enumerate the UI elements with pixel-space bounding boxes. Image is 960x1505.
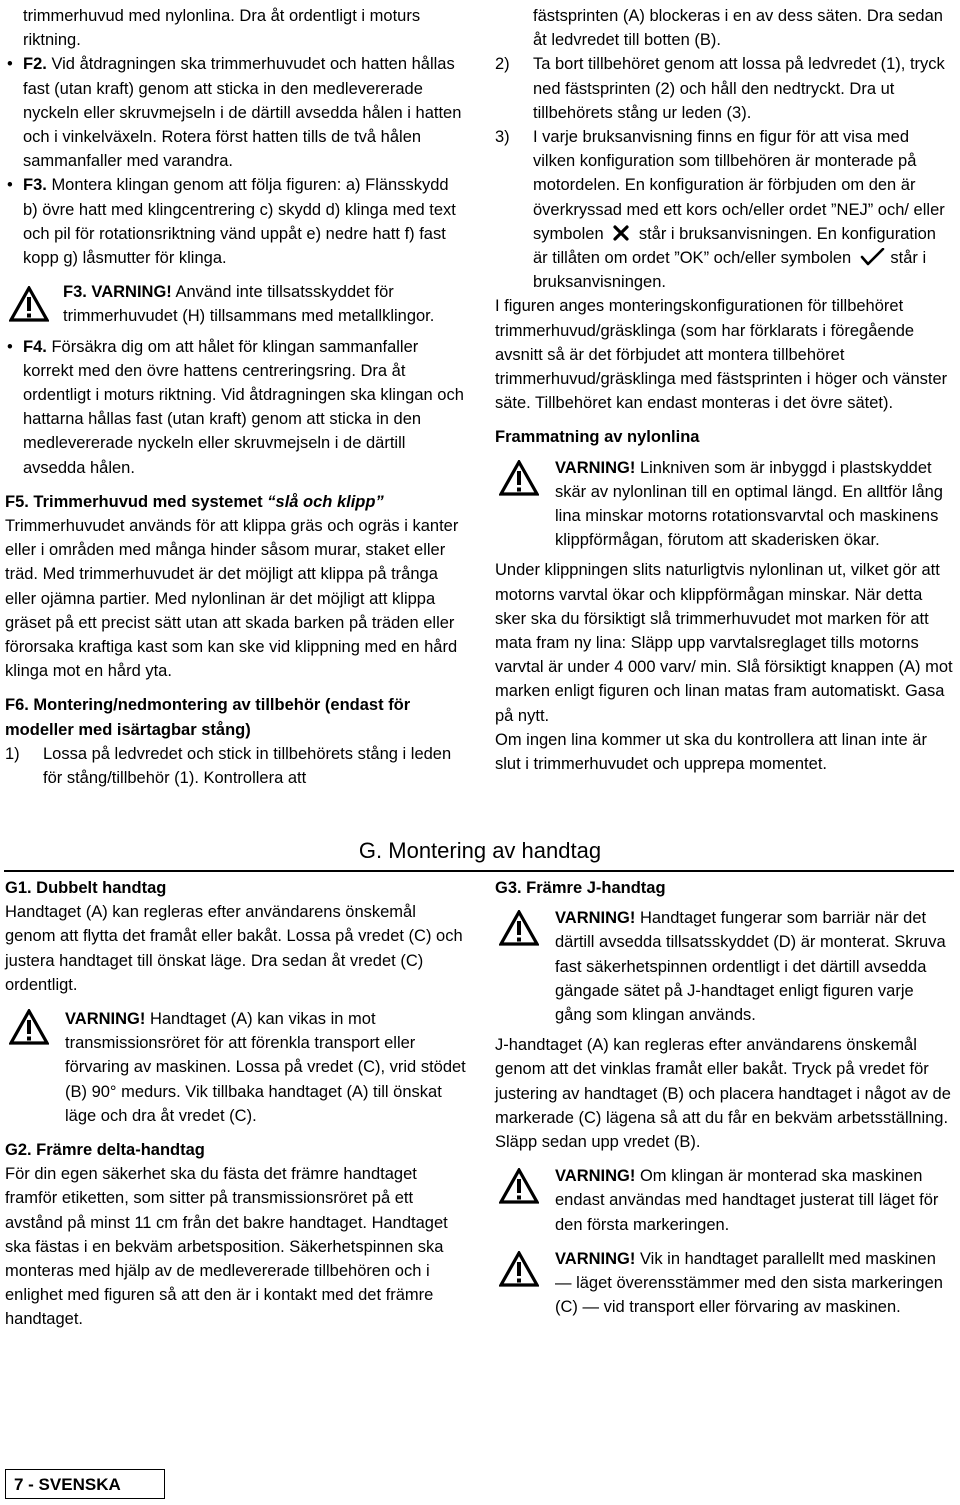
continuation-text: fästsprinten (A) blockeras i en av dess säten. Dra sedan åt ledvredet till botten (B). bbox=[533, 7, 943, 50]
f5-heading-emphasis: “slå och klipp” bbox=[267, 492, 384, 511]
warning-3-label: VARNING! bbox=[555, 1249, 636, 1268]
f3-warning-text: Använd inte tillsatsskyddet för trimmerhuvudet (H) tillsammans med metallklingor. bbox=[63, 283, 435, 326]
f3-warning-label: F3. VARNING! bbox=[63, 283, 172, 302]
right-column-bottom bbox=[495, 876, 953, 1319]
f4-label: F4. bbox=[23, 337, 47, 356]
handle-warning-3 bbox=[495, 1247, 953, 1320]
f3-item bbox=[5, 173, 467, 270]
warning-2-label: VARNING! bbox=[555, 1167, 636, 1186]
intro-text: trimmerhuvud med nylonlina. Dra åt ordentligt i moturs riktning. bbox=[23, 7, 421, 50]
warning-2-text: Om klingan är monterad ska maskinen endast användas med handtaget justerat till läget för den första markeringen. bbox=[555, 1167, 939, 1234]
item-2-num: 2) bbox=[495, 55, 510, 74]
f5-heading-prefix: F5. Trimmerhuvud med systemet bbox=[5, 492, 268, 511]
warning-label: VARNING! bbox=[555, 458, 636, 477]
warning-text: Linkniven som är inbyggd i plastskyddet skär av nylonlinan till en optimal längd. En alltför lång lina minskar motorns rotationsvarvtal och maskinens klippförmågan, förutom att skaderisken ökar. bbox=[555, 458, 943, 550]
warning-3-text: Vik in handtaget parallellt med maskinen — läget överensstämmer med den sista markeringen (C) — vid transport eller förvaring av maskinen. bbox=[555, 1249, 943, 1317]
g3-warning bbox=[495, 906, 953, 1027]
f6-item-1-text: Lossa på ledvredet och stick in tillbehörets stång i leden för stång/tillbehör (1). Kontrollera att bbox=[43, 744, 452, 788]
item-2-text: Ta bort tillbehöret genom att lossa på ledvredet (1), tryck ned fästsprinten (2) och håll den nedtryckt. Dra ut tillbehörets stång ur leden (3). bbox=[533, 55, 945, 122]
g1-heading: G1. Dubbelt handtag bbox=[5, 879, 167, 897]
f2-text: Vid åtdragningen ska trimmerhuvudet och hatten hållas fast (utan kraft) genom att sticka in den medlevererade nyckeln eller skruvmejseln i de därtill avsedda hålen i hatten och i vinkelväxeln. Rotera först hatten tills de två hålen sammanfaller med varandra. bbox=[23, 55, 462, 171]
warning-triangle-icon bbox=[499, 1168, 539, 1204]
figure-paragraph: I figuren anges monteringskonfigurationen för tillbehöret trimmerhuvud/gräsklinga (som har förklarats i föregående avsnitt så är det förbjudet att montera tillbehöret trimmerhuvud/gräsklinga med fästsprinten i höger och vänster säte. Tillbehöret kan endast monteras i det övre sätet). bbox=[495, 297, 948, 413]
item-3-text-c: står i bruksanvisningen. bbox=[533, 249, 927, 292]
warning-triangle-icon bbox=[499, 1251, 539, 1287]
cross-icon bbox=[608, 224, 634, 242]
f3-warning bbox=[5, 280, 467, 328]
f5-text: Trimmerhuvudet används för att klippa gräs och ogräs i kanter eller i områden med många hinder såsom murar, staket eller träd. Med trimmerhuvudet är det möjligt att klippa på trånga eller ojämna partier. Med nylonlinan är det möjligt att klippa gräset på ett precist sätt utan att skada barken på träden eller förorsaka kraftiga kast som kan ske vid klippning med en hård klinga mot en hård yta. bbox=[5, 517, 459, 681]
clipping-paragraph: Under klippningen slits naturligtvis nylonlinan ut, vilket gör att motorns varvtal ökar och klippförmågan minskar. När detta sker ska du försiktigt slå trimmerhuvudet mot marken för att mata fram ny lina: Släpp upp varvtalsreglaget tills motorns varvtal är under 4 000 varv/ min. Slå försiktigt knappen (A) mot marken enligt figuren och linan matas fram automatiskt. Gasa på nytt. bbox=[495, 561, 953, 725]
warning-triangle-icon bbox=[499, 910, 539, 946]
g1-text: Handtaget (A) kan regleras efter användarens önskemål genom att flytta det framåt eller bakåt. Lossa på vredet (C) och justera handtaget till önskat läge. Dra sedan åt vredet (C) ordentligt. bbox=[5, 903, 463, 994]
item-3 bbox=[495, 125, 953, 294]
item-3-text-a: I varje bruksanvisning finns en figur för att visa med vilken konfiguration som tillbehören är monterade på motordelen. En konfiguration är förbjuden om den är överkryssad med ett kors och/eller ordet ”NEJ” och/ eller symbolen bbox=[533, 128, 945, 243]
f2-label: F2. bbox=[23, 55, 47, 74]
g3-text: J-handtaget (A) kan regleras efter användarens önskemål genom att det vinklas framåt eller bakåt. Tryck på vredet för justering av handtaget (B) och placera handtaget i något av de markerade (C) lägena så att du får en bekväm arbetsställning. Släpp sedan upp vredet (B). bbox=[495, 1036, 951, 1152]
g3-heading: G3. Främre J-handtag bbox=[495, 879, 666, 897]
section-g-title: G. Montering av handtag bbox=[358, 838, 602, 863]
page-footer: 7 - SVENSKA bbox=[5, 1469, 165, 1499]
left-column-bottom bbox=[5, 876, 467, 1332]
item-2 bbox=[495, 52, 953, 125]
f3-label: F3. bbox=[23, 176, 47, 195]
g1-warning bbox=[5, 1007, 467, 1128]
warning-triangle-icon bbox=[9, 286, 49, 322]
right-column-top bbox=[495, 4, 953, 776]
f6-heading: F6. Montering/nedmontering av tillbehör (endast för modeller med isärtagbar stång) bbox=[5, 696, 411, 739]
f6-item-1-num: 1) bbox=[5, 744, 20, 763]
warning-triangle-icon bbox=[9, 1009, 49, 1045]
f3-text: Montera klingan genom att följa figuren: a) Flänsskydd b) övre hatt med klingcentrering c) skydd d) klinga med text och pil för rotationsriktning vänd uppåt e) nedre hatt f) fast kopp g) låsmutter för klinga. bbox=[23, 176, 456, 268]
no-line-paragraph: Om ingen lina kommer ut ska du kontrollera att linan inte är slut i trimmerhuvudet och upprepa momentet. bbox=[495, 730, 927, 774]
f2-item bbox=[5, 52, 467, 173]
f4-item bbox=[5, 335, 467, 480]
g3-warning-text: Handtaget fungerar som barriär när det därtill avsedda tillsatsskyddet (D) är monterat. Skruva fast säkerhetspinnen ordentligt i det därtill avsedda gängade sätet på J-handtaget enligt figuren varje gång som klingan används. bbox=[555, 909, 946, 1025]
checkmark-icon bbox=[856, 248, 886, 266]
item-3-text-b: står i bruksanvisningen. En konfiguration är tillåten om ordet ”OK” och/eller symbolen bbox=[533, 224, 936, 268]
f4-text: Försäkra dig om att hålet för klingan sammanfaller korrekt med den övre hattens centreringsring. Dra åt ordentligt i moturs riktning. Vid åtdragningen ska klingan och hattarna hållas fast (utan kraft) genom att sticka in den medlevererade nyckeln eller skruvmejseln i de därtill avsedda hålen. bbox=[23, 337, 464, 477]
g2-text: För din egen säkerhet ska du fästa det främre handtaget framför etiketten, som sitter på transmissionsröret på ett avstånd på minst 11 cm från det bakre handtaget. Handtaget ska fästas i en bekväm arbetsposition. Säkerhetspinnen ska monteras med hjälp av de medlevererade tillbehören och i enlighet med figuren så att den är i kontakt med det främre handtaget. bbox=[5, 1165, 448, 1329]
frammatning-warning bbox=[495, 456, 953, 553]
g1-warning-label: VARNING! bbox=[65, 1010, 146, 1029]
handle-warning-2 bbox=[495, 1164, 953, 1237]
left-column-top bbox=[5, 4, 467, 790]
f5-heading bbox=[5, 490, 467, 514]
warning-triangle-icon bbox=[499, 460, 539, 496]
frammatning-heading: Frammatning av nylonlina bbox=[495, 428, 700, 447]
g3-warning-label: VARNING! bbox=[555, 909, 636, 928]
f6-item-1 bbox=[5, 742, 467, 790]
g1-warning-text: Handtaget (A) kan vikas in mot transmissionsröret för att förenkla transport eller förvaring av maskinen. Lossa på vredet (C), vrid stödet (B) 90° medurs. Vik tillbaka handtaget (A) till önskat läge och dra åt vredet (C). bbox=[65, 1010, 466, 1125]
g2-heading: G2. Främre delta-handtag bbox=[5, 1141, 205, 1160]
item-3-num: 3) bbox=[495, 128, 510, 147]
